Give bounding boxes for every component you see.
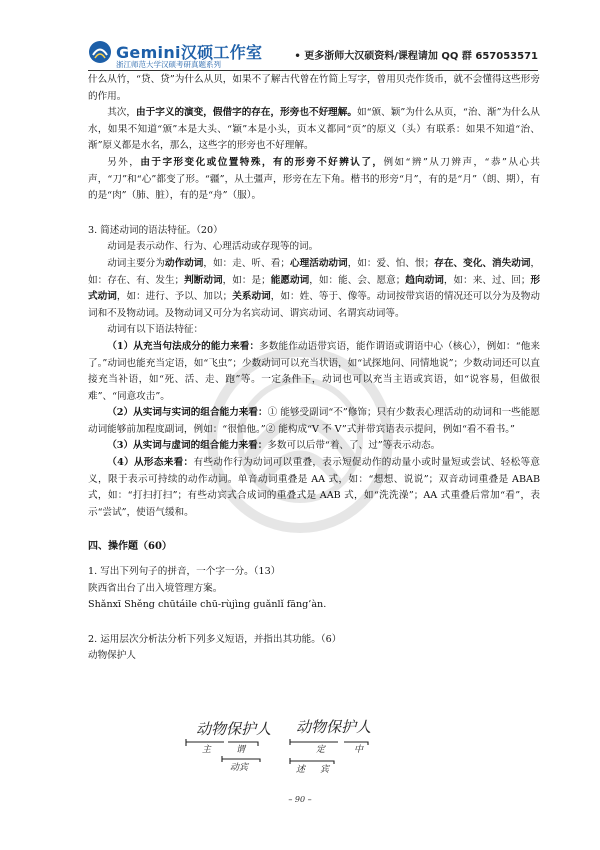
- page-number: – 90 –: [288, 795, 312, 804]
- header-contact: • 更多浙师大汉硕资料/课程请加 QQ 群 657053571: [294, 51, 538, 62]
- paragraph: 什么从竹，“贷、贷”为什么从贝，如果不了解古代曾在竹简上写字，曾用贝壳作货币，就不会懂得这些形旁的作用。: [88, 74, 540, 102]
- analysis-left: [186, 720, 271, 773]
- paragraph: 动词有以下语法特征：: [107, 324, 204, 336]
- question-title: 3. 简述动词的语法特征。（20）: [88, 224, 223, 236]
- paragraph: 其次，由于字义的演变，假借字的存在，形旁也不好理解。如“颁、颖”为什么从页，“治、渐”为什么从水，如果不知道“颁”本是大头、“颖”本是小头，页本义都同“页”的原义（头）有联系：如果不知道“治、渐”原义都是水名，那么，这些字的形旁也不好理解。: [88, 107, 540, 152]
- brand-subtitle: 浙江师范大学汉硕考研真题系列: [116, 60, 221, 69]
- analysis-right: [290, 718, 371, 775]
- paragraph: （4）从形态来看：有些动作行为动词可以重叠，表示短促动作的动量小或时量短或尝试、轻松等意义，限于表示可持续的动作动词。单音动词重叠是 AA 式，如：“想想、说说”；双音动词重叠是 ABAB 式，如：“打扫打扫”；有些动宾式合成词的重叠式是 AAB 式，如“洗洗澡”；AA 式重叠后常加“看”，表示“尝试”，使语气缓和。: [88, 457, 540, 518]
- document-body: [88, 72, 540, 665]
- paragraph: 动词是表示动作、行为、心理活动或存现等的词。: [107, 241, 319, 253]
- section-heading: 四、操作题（60）: [88, 541, 172, 553]
- gemini-logo-icon: [88, 40, 112, 64]
- question-title: 1. 写出下列句子的拼音，一个字一分。（13）: [88, 566, 281, 578]
- hw-label: 中: [354, 745, 364, 755]
- hw-phrase-left: 动物保护人: [196, 720, 272, 738]
- hw-label: 述: [296, 765, 306, 775]
- hw-label: 主: [202, 745, 212, 755]
- header-divider: [88, 70, 538, 71]
- phrase: 动物保护人: [88, 650, 136, 662]
- hw-label: 谓: [236, 745, 246, 755]
- hw-phrase-right: 动物保护人: [296, 718, 372, 736]
- handwritten-analysis: [178, 718, 508, 780]
- brand-name: Gemini汉硕工作室: [116, 43, 263, 62]
- page-header: [88, 40, 538, 68]
- hw-label: 宾: [320, 765, 330, 775]
- pinyin-answer: Shǎnxī Shěng chūtáile chū-rùjìng guǎnlǐ fāng’àn.: [88, 599, 327, 611]
- paragraph: 动词主要分为动作动词，如：走、听、看；心理活动动词，如：爱、怕、恨；存在、变化、消失动词，如：存在、有、发生；判断动词，如：是；能愿动词，如：能、会、愿意；趋向动词，如：来、过、回；形式动词，如：进行、予以、加以；关系动词，如：姓、等于、像等。动词按带宾语的情况还可以分为及物动词和不及物动词。及物动词又可分为名宾动词、谓宾动词、名谓宾动词等。: [88, 257, 541, 319]
- paragraph: （2）从实词与实词的组合能力来看：① 能够受副词“不”修饰；只有少数表心理活动的动词和一些能愿动词能够前加程度副词，例如：“很怕他。”② 能构成“V 不 V”式并带宾语表示提问，例如“看不看书。”: [88, 407, 540, 435]
- paragraph: （3）从实词与虚词的组合能力来看：多数可以后带“着、了、过”等表示动态。: [107, 440, 441, 452]
- hw-label: 定: [316, 745, 326, 755]
- paragraph: 另外，由于字形变化或位置特殊，有的形旁不好辨认了，例如“辨”从刀辨声，“恭”从心共声，“刀”和“心”都变了形。“疆”，从土彊声，形旁在左下角。楷书的形旁“月”，有的是“月”（朗、期），有的是“肉”（肺、脏），有的是“舟”（服）。: [88, 156, 541, 202]
- hw-label: 动宾: [230, 763, 249, 773]
- question-title: 2. 运用层次分析法分析下列多义短语，并指出其功能。（6）: [88, 633, 342, 645]
- sentence: 陕西省出台了出入境管理方案。: [88, 582, 223, 594]
- paragraph: （1）从充当句法成分的能力来看：多数能作动语带宾语，能作谓语或谓语中心（核心），例如：“他来了。”动词也能充当定语，如“飞虫”；少数动词可以充当状语，如“试探地问、同情地说”；少数动词还可以直接充当补语，如“死、活、走、跑”等。一定条件下，动词也可以充当主语或宾语，如“说容易，但做很难”、“同意攻击”。: [88, 340, 540, 402]
